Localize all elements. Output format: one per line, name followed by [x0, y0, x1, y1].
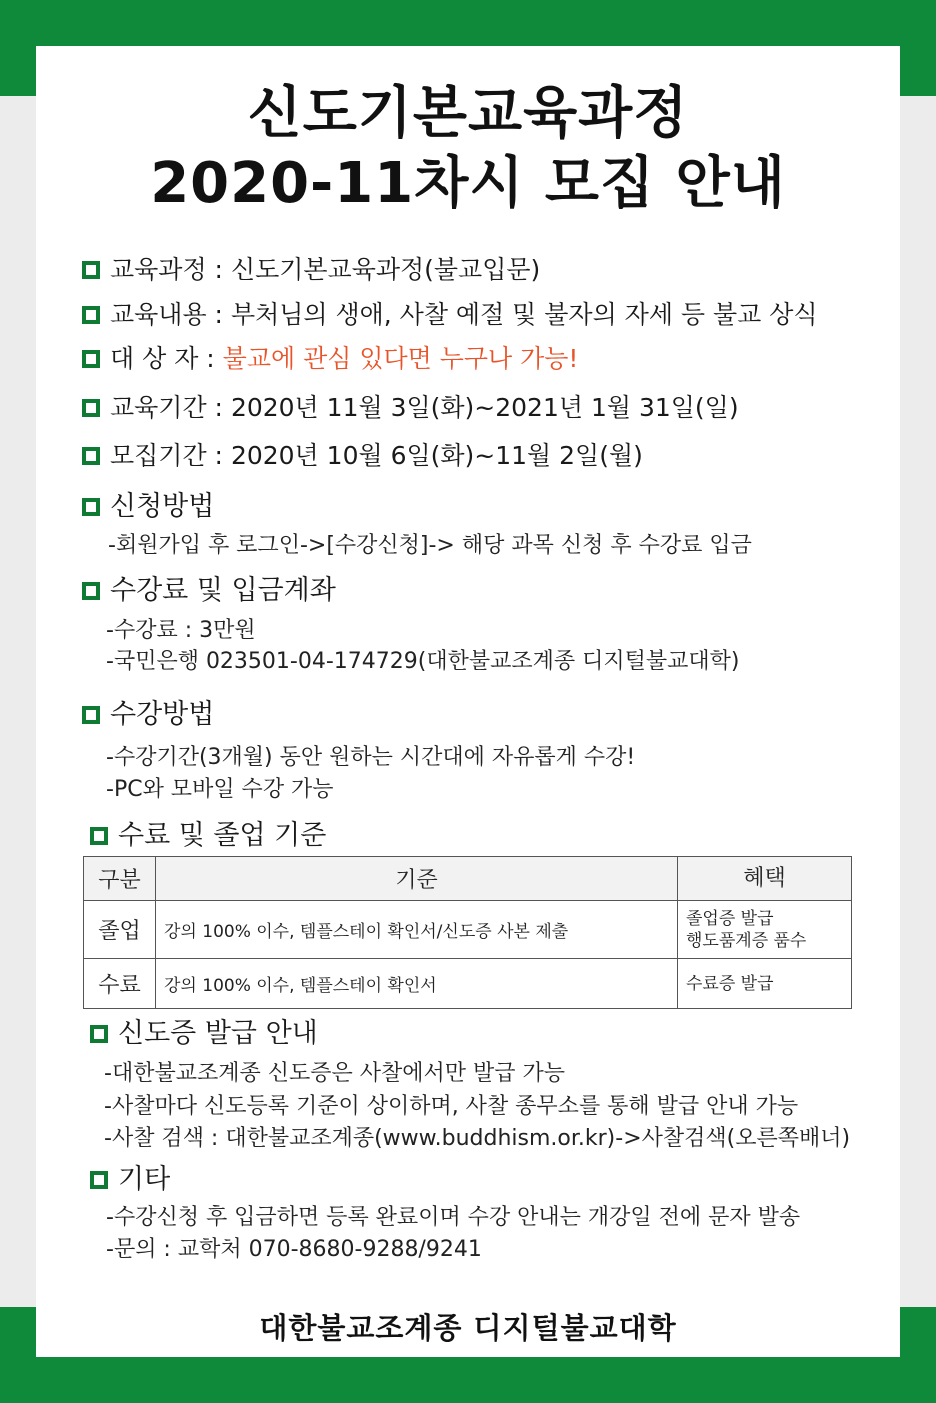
- section-card-heading: [90, 1017, 318, 1051]
- page-title: 신도기본교육과정: [247, 81, 689, 146]
- content-label: 교육내용 :: [110, 300, 223, 329]
- top-green-band: [0, 0, 936, 46]
- info-period: [82, 392, 739, 424]
- criteria-table: [83, 856, 852, 1009]
- period-value: 2020년 11월 3일(화)~2021년 1월 31일(일): [230, 393, 739, 422]
- section-method-heading: [82, 698, 214, 732]
- recruit-label: 모집기간 :: [110, 441, 223, 470]
- square-bullet-icon: [90, 827, 108, 845]
- info-content: [82, 299, 818, 331]
- card-line-1: -대한불교조계종 신도증은 사찰에서만 발급 가능: [104, 1061, 565, 1086]
- period-label: 교육기간 :: [110, 393, 223, 422]
- target-label: 대 상 자 :: [110, 344, 215, 373]
- method-line-1: -수강기간(3개월) 동안 원하는 시간대에 자유롭게 수강!: [106, 745, 636, 770]
- benefit-line: 졸업증 발급: [686, 908, 774, 929]
- row-benefit: [678, 959, 852, 1009]
- section-apply-heading: [82, 490, 214, 524]
- square-bullet-icon: [82, 306, 100, 324]
- info-target: [82, 343, 578, 375]
- content-value: 부처님의 생애, 사찰 예절 및 불자의 자세 등 불교 상식: [230, 300, 818, 329]
- bottom-green-band: [0, 1357, 936, 1403]
- header-benefit: 혜택: [678, 857, 852, 901]
- footer-organization: 대한불교조계종 디지털불교대학: [259, 1311, 677, 1345]
- fee-line-2: -국민은행 023501-04-174729(대한불교조계종 디지털불교대학): [106, 649, 740, 674]
- apply-heading-text: 신청방법: [110, 491, 215, 522]
- page-subtitle: 2020-11차시 모집 안내: [150, 151, 786, 216]
- info-recruit: [82, 440, 643, 472]
- method-heading-text: 수강방법: [110, 699, 215, 730]
- card-line-3: -사찰 검색 : 대한불교조계종(www.buddhism.or.kr)->사찰검색(오른쪽배너): [104, 1126, 851, 1151]
- square-bullet-icon: [90, 1171, 108, 1189]
- card-heading-text: 신도증 발급 안내: [118, 1018, 318, 1049]
- table-row: [84, 901, 852, 959]
- etc-line-1: -수강신청 후 입금하면 등록 완료이며 수강 안내는 개강일 전에 문자 발송: [106, 1205, 801, 1230]
- row-criteria: 강의 100% 이수, 템플스테이 확인서/신도증 사본 제출: [156, 901, 678, 959]
- square-bullet-icon: [82, 498, 100, 516]
- info-course: [82, 254, 540, 286]
- square-bullet-icon: [82, 582, 100, 600]
- fee-line-1: -수강료 : 3만원: [106, 618, 256, 643]
- apply-line-1: -회원가입 후 로그인->[수강신청]-> 해당 과목 신청 후 수강료 입금: [108, 533, 752, 558]
- row-benefit: [678, 901, 852, 959]
- card-line-2: -사찰마다 신도등록 기준이 상이하며, 사찰 종무소를 통해 발급 안내 가능: [104, 1094, 799, 1119]
- target-value: 불교에 관심 있다면 누구나 가능!: [222, 344, 579, 373]
- recruit-value: 2020년 10월 6일(화)~11월 2일(월): [230, 441, 643, 470]
- table-row: [84, 959, 852, 1009]
- benefit-line: 수료증 발급: [686, 973, 774, 994]
- row-type: 수료: [84, 959, 156, 1009]
- table-header-row: [84, 857, 852, 901]
- square-bullet-icon: [82, 447, 100, 465]
- row-criteria: 강의 100% 이수, 템플스테이 확인서: [156, 959, 678, 1009]
- criteria-heading-text: 수료 및 졸업 기준: [118, 820, 327, 851]
- section-criteria-heading: [90, 819, 326, 853]
- course-label: 교육과정 :: [110, 255, 223, 284]
- etc-line-2: -문의 : 교학처 070-8680-9288/9241: [106, 1237, 482, 1262]
- header-type: 구분: [84, 857, 156, 901]
- square-bullet-icon: [82, 399, 100, 417]
- square-bullet-icon: [82, 350, 100, 368]
- course-value: 신도기본교육과정(불교입문): [230, 255, 541, 284]
- fee-heading-text: 수강료 및 입금계좌: [110, 575, 336, 606]
- method-line-2: -PC와 모바일 수강 가능: [106, 777, 334, 802]
- row-type: 졸업: [84, 901, 156, 959]
- square-bullet-icon: [82, 261, 100, 279]
- etc-heading-text: 기타: [118, 1164, 171, 1195]
- section-etc-heading: [90, 1163, 170, 1197]
- benefit-line: 행도품계증 품수: [686, 930, 807, 951]
- header-criteria: 기준: [156, 857, 678, 901]
- square-bullet-icon: [90, 1025, 108, 1043]
- section-fee-heading: [82, 574, 336, 608]
- square-bullet-icon: [82, 706, 100, 724]
